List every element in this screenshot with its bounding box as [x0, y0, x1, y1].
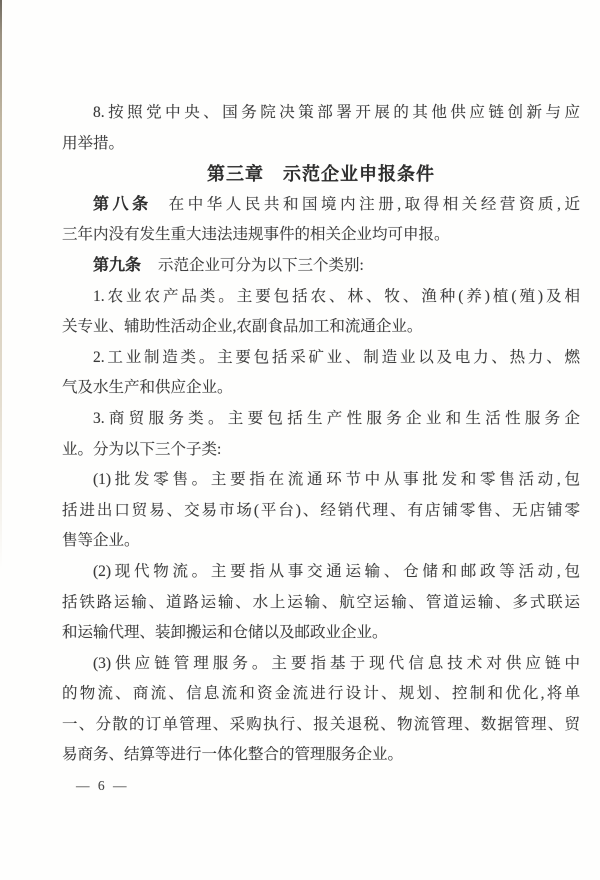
scan-edge-artifact	[0, 0, 2, 570]
paragraph-line: 三年内没有发生重大违法违规事件的相关企业均可申报。	[62, 226, 450, 244]
document-body	[62, 98, 580, 771]
paragraph-line: 的物流、商流、信息流和资金流进行设计、规划、控制和优化,将单	[62, 685, 580, 703]
page-number: — 6 —	[76, 778, 129, 793]
article-text: 示范企业可分为以下三个类别:	[158, 256, 364, 274]
sub-item-line: (3)供应链管理服务。主要指基于现代信息技术对供应链中	[93, 654, 580, 672]
list-item-line: 3.商贸服务类。主要包括生产性服务企业和生活性服务企	[93, 409, 580, 427]
sub-item-line: (1)批发零售。主要指在流通环节中从事批发和零售活动,包	[93, 471, 580, 489]
article-line	[62, 190, 580, 221]
sub-item-line: (2)现代物流。主要指从事交通运输、仓储和邮政等活动,包	[93, 562, 580, 580]
paragraph-line: 易商务、结算等进行一体化整合的管理服务企业。	[62, 746, 404, 764]
list-item-line: 2.工业制造类。主要包括采矿业、制造业以及电力、热力、燃	[93, 348, 580, 366]
article-term: 第九条	[93, 256, 142, 274]
paragraph-line: 8.按照党中央、国务院决策部署开展的其他供应链创新与应	[93, 104, 580, 121]
paragraph-line: 一、分散的订单管理、采购执行、报关退税、物流管理、数据管理、贸	[62, 715, 580, 733]
paragraph-line: 和运输代理、装卸搬运和仓储以及邮政业企业。	[62, 624, 388, 642]
list-item-line: 1.农业农产品类。主要包括农、林、牧、渔种(养)植(殖)及相	[93, 287, 580, 305]
paragraph-line: 业。分为以下三个子类:	[62, 440, 222, 458]
chapter-heading: 第三章 示范企业申报条件	[207, 164, 435, 185]
paragraph-line: 关专业、辅助性活动企业,农副食品加工和流通企业。	[62, 318, 423, 336]
paragraph-line: 售等企业。	[62, 532, 140, 550]
paragraph-line: 括铁路运输、道路运输、水上运输、航空运输、管道运输、多式联运	[62, 593, 580, 611]
paragraph-line: 气及水生产和供应企业。	[62, 379, 233, 397]
article-term: 第八条	[93, 195, 152, 213]
article-line	[62, 251, 580, 282]
article-text: 在中华人民共和国境内注册,取得相关经营资质,近	[168, 195, 580, 213]
paragraph-line: 括进出口贸易、交易市场(平台)、经销代理、有店铺零售、无店铺零	[62, 501, 580, 519]
paragraph-line: 用举措。	[62, 134, 125, 152]
